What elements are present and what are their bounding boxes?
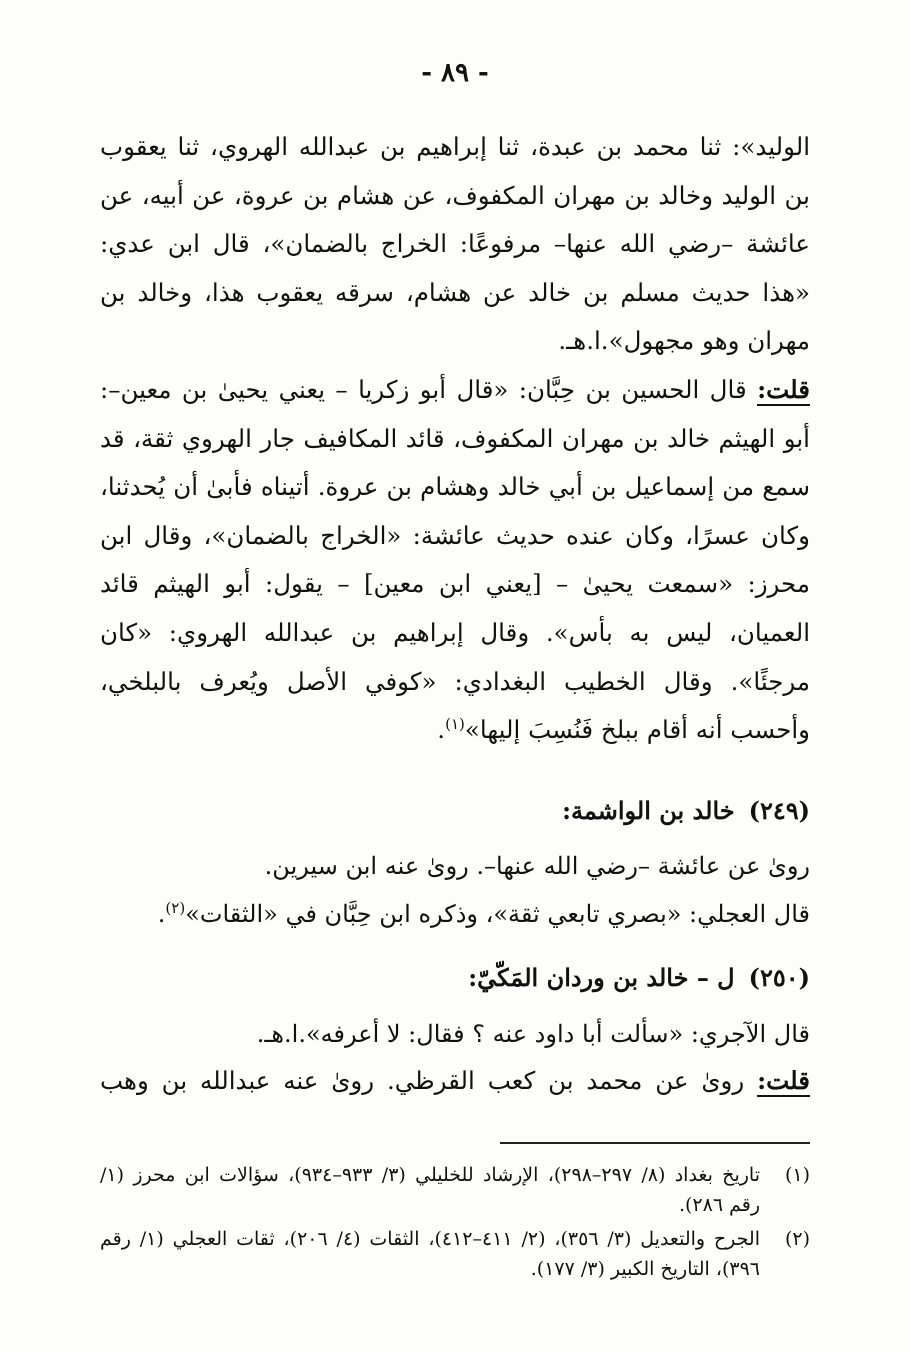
entry-number: (٢٤٩)	[748, 796, 810, 825]
entry-end: .	[157, 900, 166, 928]
entry-text: قال العجلي: «بصري تابعي ثقة»، وذكره ابن حِبَّان في «الثقات»	[185, 900, 810, 928]
footnote-separator	[500, 1142, 810, 1144]
entry-title: خالد بن الواشمة:	[562, 796, 735, 825]
footnote-mark: (١)	[784, 1164, 810, 1186]
paragraph-text: قال الحسين بن حِبَّان: «قال أبو زكريا – يعني يحيىٰ بن معين–: أبو الهيثم خالد بن مهران المكفوف، قائد المكافيف جار الهروي ثقة، قد سمع من إسماعيل بن أبي خالد وهشام بن عروة. أتيناه فأبىٰ أن يُحدثنا، وكان عسرًا، وكان عنده حديث عائشة: «الخراج بالضمان»، وقال ابن محرز: «سمعت يحيىٰ – [يعني ابن معين] – يقول: أبو الهيثم قائد العميان، ليس به بأس». وقال إبراهيم بن عبدالله الهروي: «كان مرجئًا». وقال الخطيب البغدادي: «كوفي الأصل ويُعرف بالبلخي، وأحسب أنه أقام ببلخ فَنُسِبَ إليها»	[100, 375, 810, 745]
entry-number: (٢٥٠)	[748, 963, 810, 992]
entry-heading	[468, 963, 810, 992]
qult-label: قلت:	[757, 375, 810, 404]
footnote-text: الجرح والتعديل (٣/ ٣٥٦)، (٢/ ٤١١–٤١٢)، الثقات (٤/ ٢٠٦)، ثقات العجلي (١/ رقم ٣٩٦)، التاريخ الكبير (٣/ ١٧٧).	[100, 1228, 760, 1280]
footnote-mark: (٢)	[784, 1228, 810, 1250]
entry-line	[157, 899, 810, 928]
entry-title: ل – خالد بن وردان المَكّيّ:	[468, 963, 735, 992]
entry-heading	[562, 796, 810, 825]
footnote-ref[interactable]: (١)	[445, 715, 465, 733]
entry-text: روىٰ عن محمد بن كعب القرظي. روىٰ عنه عبدالله بن وهب	[100, 1066, 758, 1095]
paragraph-qult	[100, 366, 810, 755]
footnote	[100, 1160, 810, 1220]
qult-label: قلت:	[757, 1066, 810, 1095]
page-number: - ٨٩ -	[421, 58, 489, 88]
footnote	[100, 1224, 810, 1284]
entry-line: روىٰ عن عائشة –رضي الله عنها–. روىٰ عنه ابن سيرين.	[264, 852, 810, 880]
paragraph-continuation: الوليد»: ثنا محمد بن عبدة، ثنا إبراهيم بن عبدالله الهروي، ثنا يعقوب بن الوليد وخالد بن مهران المكفوف، عن هشام بن عروة، عن أبيه، عن عائشة –رضي الله عنها– مرفوعًا: الخراج بالضمان»، قال ابن عدي: «هذا حديث مسلم بن خالد عن هشام، سرقه يعقوب هذا، وخالد بن مهران وهو مجهول».ا.هـ.	[100, 132, 810, 356]
entry-line: قال الآجري: «سألت أبا داود عنه ؟ فقال: لا أعرفه».ا.هـ.	[256, 1020, 810, 1048]
paragraph-end: .	[437, 715, 446, 745]
entry-line	[100, 1066, 810, 1095]
footnote-text: تاريخ بغداد (٨/ ٢٩٧–٢٩٨)، الإرشاد للخليلي (٣/ ٩٣٣–٩٣٤)، سؤالات ابن محرز (١/ رقم ٢٨٦).	[100, 1164, 760, 1216]
footnote-ref[interactable]: (٢)	[165, 899, 186, 917]
